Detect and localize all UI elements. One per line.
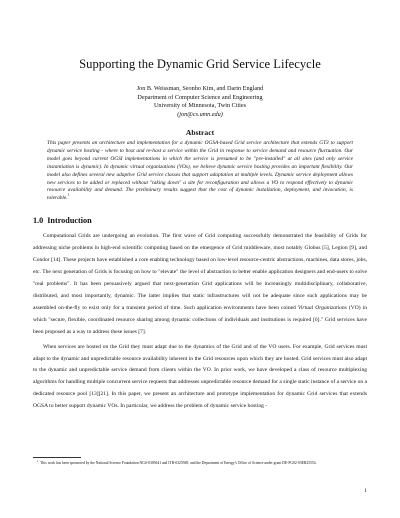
section-number: 1.0 bbox=[33, 216, 44, 225]
author-email: (jon@cs.umn.edu) bbox=[177, 110, 223, 118]
footnote-mark: 1 bbox=[37, 459, 39, 463]
para1-text-a: Computational Grids are undergoing an evolution. The first wave of Grid computing successfully demonstrated the feasibility of Grids for addressing niche problems in high-end scientific computing based on the emergence of Grid middleware, most notably Globus [5], Legion [9], and Condor [14]. These projects have established a core enabling technology based on low-level resource-centric abstractions, machines, data stores, jobs, etc. The next generation of Grids is focusing on how to "elevate" the level of abstraction to better enable application designers and end-users to solve "real problems". It has been persuasively argued that next-generation Grid applications will be increasingly multidisciplinary, collaborative, distributed, and most importantly, dynamic. The latter implies that static infrastructures will not be adequate since such applications may be assembled on-the-fly to exist only for a transient period of time. Such application environments have been coined bbox=[33, 233, 367, 311]
intro-paragraph-2: When services are hosted on the Grid they must adapt due to the dynamics of the Grid and of the VO users. For example, Grid services must adapt to the dynamic and unpredictable resource availability inherent in the Grid resources upon which they are hosted. Grid services must also adapt to the dynamic and unpredictable service demand from clients within the VO. In prior work, we have developed a class of resource multiplexing algorithms for handling multiple concurrent service requests that addresses unpredictable resource demand for a single static instance of a service on a dedicated resource pool [13][21]. In this paper, we present an architecture and prototype implementation for dynamic Grid services that extends OGSA to better support dynamic VOs. In particular, we address the problem of dynamic service hosting - bbox=[33, 343, 367, 410]
author-block bbox=[0, 85, 400, 119]
section-title: Introduction bbox=[47, 216, 92, 225]
paper-title: Supporting the Dynamic Grid Service Lifecycle bbox=[79, 57, 321, 71]
page-number: 1 bbox=[364, 488, 367, 494]
intro-paragraph-1 bbox=[33, 231, 367, 339]
footnote bbox=[33, 461, 367, 466]
para1-term: Virtual Organizations bbox=[297, 304, 347, 311]
author-department: Department of Computer Science and Engineering bbox=[137, 93, 263, 101]
footnote-text: . This work has been sponsored by the National Science Foundation NGS-0305641 and ITR-0325949, and the Department of Energy's Office of Science under grant DE-FG02-03ER25554. bbox=[38, 461, 317, 465]
author-names: Jon B. Weissman, Seonho Kim, and Darin England bbox=[136, 85, 264, 92]
para1-text-b: (VO) in which "secure, flexible, coordinated resource sharing among dynamic collections of individuals and institutions is required [6]." Grid services have been proposed as a way to address these issues [7]. bbox=[33, 304, 367, 335]
abstract-text: This paper presents an architecture and implementation for a dynamic OGSA-based Grid service architecture that extends GT3 to support dynamic service hosting - where to host and re-host a service within the Grid in response to service demand and resource fluctuation. Our model goes beyond current OGSI implementations in which the service is presumed to be "pre-installed" at all sites (and only service instantiation is dynamic). In dynamic virtual organizations (VOs), we believe dynamic service hosting provides an important flexibility. Our model also defines several new adaptive Grid service classes that support adaptation at multiple levels. Dynamic service deployment allows new services to be added or replaced without "taking down" a site for reconfiguration and allows a VO to respond effectively to dynamic resource availability and demand. The preliminary results suggest that the cost of dynamic installation, deployment, and invocation, is tolerable. bbox=[47, 140, 353, 202]
abstract bbox=[47, 140, 353, 203]
abstract-heading: Abstract bbox=[185, 128, 215, 137]
footnote-divider bbox=[33, 457, 81, 458]
abstract-footnote-mark: 1 bbox=[67, 193, 70, 198]
section-heading bbox=[33, 216, 96, 226]
section-body bbox=[33, 231, 367, 413]
author-university: University of Minnesota, Twin Cities bbox=[153, 102, 247, 110]
